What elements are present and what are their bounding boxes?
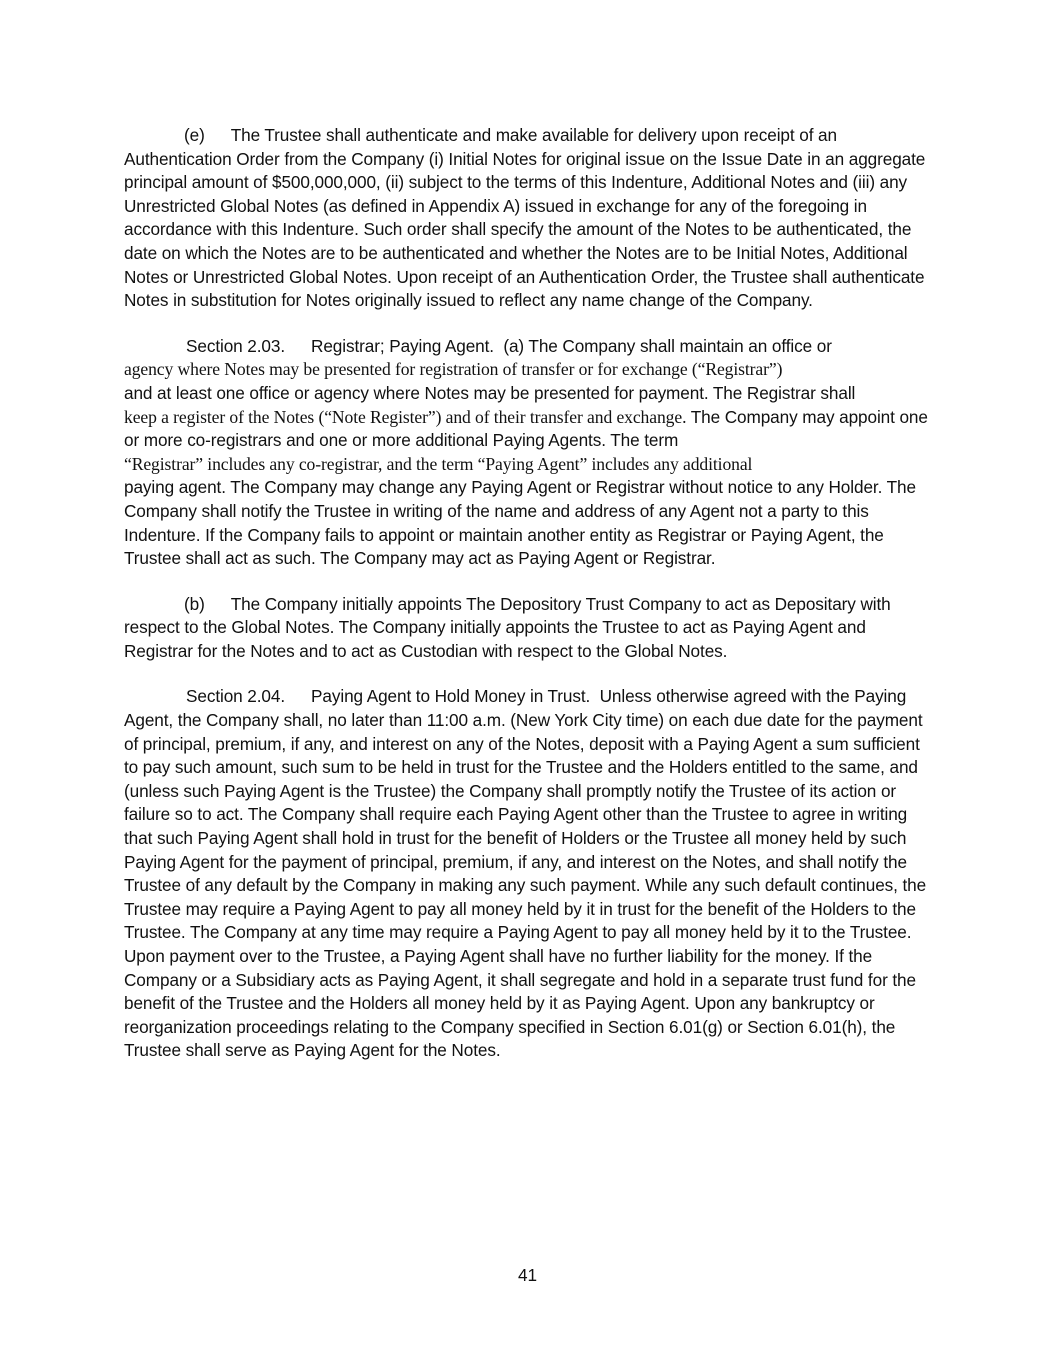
section-number: Section 2.03.	[186, 335, 286, 356]
section-heading: Paying Agent to Hold Money in Trust.	[311, 686, 591, 707]
paragraph-text: keep a register of the Notes (“Note Register”) and of their transfer and exchange.	[124, 406, 687, 427]
paragraph-text: and at least one office or agency where Notes may be presented for payment. The Registrar shall	[124, 382, 856, 403]
paragraph-label: (e)	[184, 125, 205, 145]
section-2-03	[124, 335, 934, 571]
paragraph-text: The Trustee shall authenticate and make available for delivery upon receipt of an Authentication Order from the Company (i) Initial Notes for original issue on the Issue Date in an aggregate principal amount of $500,000,000, (ii) subject to the terms of this Indenture, Additional Notes and (iii) any Unrestricted Global Notes (as defined in Appendix A) issued in exchange for any of the foregoing in accordance with this Indenture. Such order shall specify the amount of the Notes to be authenticated, the date on which the Notes are to be authenticated and whether the Notes are to be Initial Notes, Additional Notes or Unrestricted Global Notes. Upon receipt of an Authentication Order, the Trustee shall authenticate Notes in substitution for Notes originally issued to reflect any name change of the Company.	[124, 125, 926, 311]
section-heading: Registrar; Paying Agent.	[311, 335, 494, 356]
paragraph-text: The Company initially appoints The Depository Trust Company to act as Depositary with respect to the Global Notes. The Company initially appoints the Trustee to act as Paying Agent and Registrar for the Notes and to act as Custodian with respect to the Global Notes.	[124, 593, 891, 661]
paragraph-e	[124, 124, 934, 313]
document-page	[124, 124, 934, 1085]
section-number: Section 2.04.	[186, 686, 286, 707]
paragraph-label: (b)	[184, 593, 205, 614]
paragraph-text: agency where Notes may be presented for registration of transfer or for exchange (“Registrar”)	[124, 359, 783, 380]
paragraph-text: (a) The Company shall maintain an office or	[503, 335, 832, 356]
section-2-04	[124, 685, 934, 1063]
page-number: 41	[517, 1265, 538, 1285]
paragraph-text: The Company may appoint one or more co-registrars and one or more additional Paying Agents. The term	[124, 406, 928, 451]
paragraph-b	[124, 593, 934, 664]
paragraph-text: paying agent. The Company may change any Paying Agent or Registrar without notice to any Holder. The Company shall notify the Trustee in writing of the name and address of any Agent not a party to this Indenture. If the Company fails to appoint or maintain another entity as Registrar or Paying Agent, the Trustee shall act as such. The Company may act as Paying Agent or Registrar.	[124, 477, 916, 569]
paragraph-text: “Registrar” includes any co-registrar, and the term “Paying Agent” includes any additional	[124, 453, 753, 474]
paragraph-text: Unless otherwise agreed with the Paying Agent, the Company shall, no later than 11:00 a.m. (New York City time) on each due date for the payment of principal, premium, if any, and interest on any of the Notes, deposit with a Paying Agent a sum sufficient to pay such amount, such sum to be held in trust for the Trustee and the Holders entitled to the same, and (unless such Paying Agent is the Trustee) the Company shall promptly notify the Trustee of its action or failure so to act. The Company shall require each Paying Agent other than the Trustee to agree in writing that such Paying Agent shall hold in trust for the benefit of Holders or the Trustee all money held by such Paying Agent for the payment of principal, premium, if any, and interest on the Notes, and shall notify the Trustee of any default by the Company in making any such payment. While any such default continues, the Trustee may require a Paying Agent to pay all money held by it in trust for the benefit of the Holders to the Trustee. The Company at any time may require a Paying Agent to pay all money held by it to the Trustee. Upon payment over to the Trustee, a Paying Agent shall have no further liability for the money. If the Company or a Subsidiary acts as Paying Agent, it shall segregate and hold in a separate trust fund for the benefit of the Trustee and the Holders all money held by it as Paying Agent. Upon any bankruptcy or reorganization proceedings relating to the Company specified in Section 6.01(g) or Section 6.01(h), the Trustee shall serve as Paying Agent for the Notes.	[124, 686, 927, 1061]
